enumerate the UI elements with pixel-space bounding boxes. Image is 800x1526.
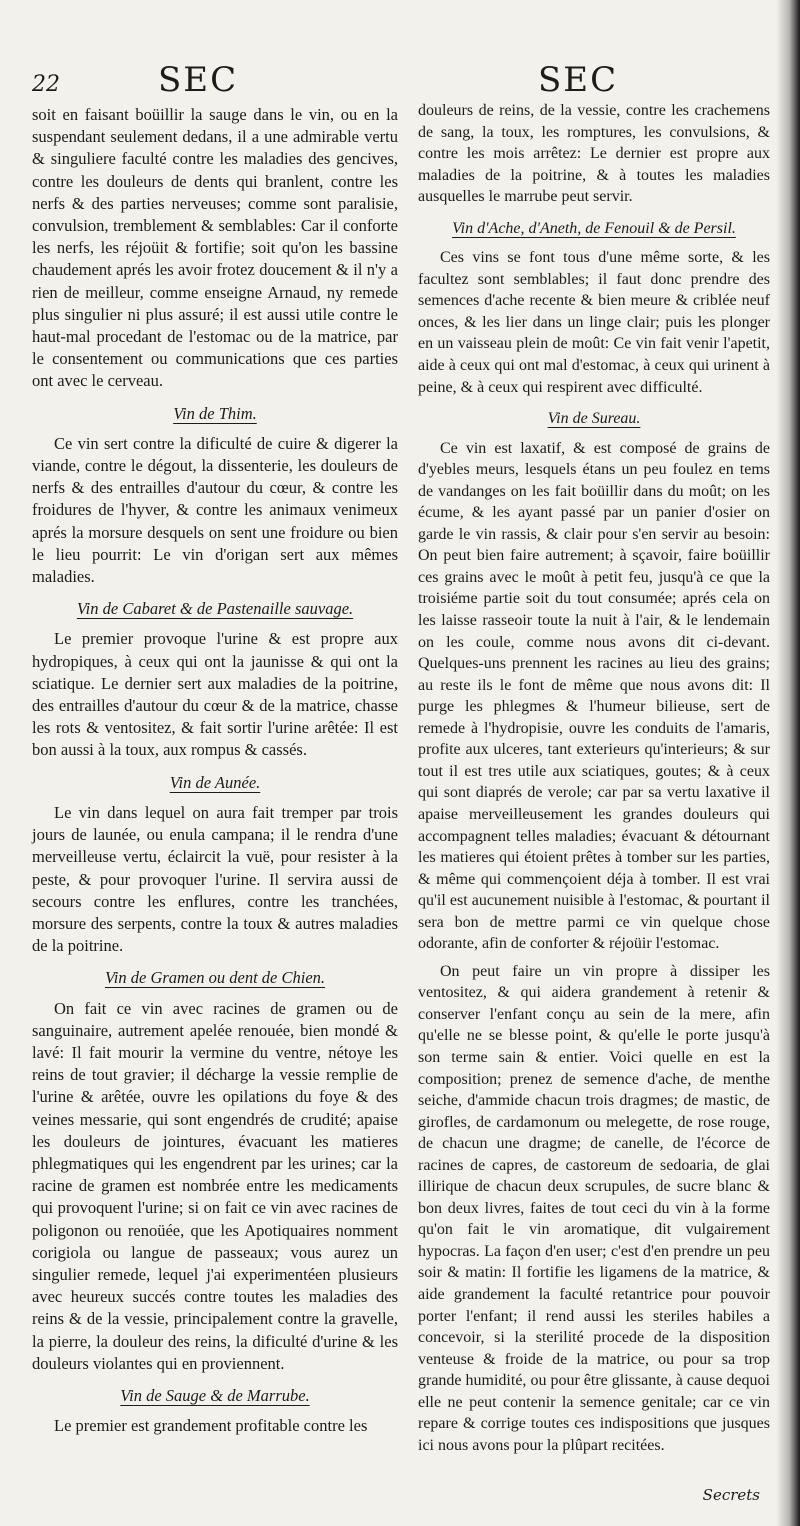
paragraph-vin-dache: Ces vins se font tous d'une même sorte, & les facultez sont semblables; il faut donc prendre des semences d'ache recente & bien meure & criblée neuf onces, & les lier dans un linge clair; puis les plonger en un vaisseau plein de moût: Ce vin fait venir l'apetit, aide à ceux qui ont mal d'estomac, à ceux qui urinent à peine, & à ceux qui respirent avec difficulté. [418,249,770,396]
right-column [418,100,770,1462]
heading-vin-de-gramen: Vin de Gramen ou dent de Chien. [104,968,326,988]
paragraph-vin-de-aunee: Le vin dans lequel on aura fait tremper par trois jours de launée, ou enula campana; il le rendra d'une merveilleuse vertu, éclaircit la vuë, pour resister à la peste, & pour provoquer l'urine. Il servira aussi de secours contre les enflures, contre les tranchées, morsure des serpents, contre la toux & autres maladies de la poitrine. [32,802,398,956]
catchword: Secrets [702,1486,760,1504]
heading-vin-de-aunee: Vin de Aunée. [169,772,261,792]
paragraph-vin-de-thim: Ce vin sert contre la dificulté de cuire & digerer la viande, contre le dégout, la dissenterie, les douleurs de nerfs & des entrailles d'autour du cœur, & contre les froidures de l'hyver, & contre les animaux venimeux aprés la morsure desquels on sent une froidure ou bien le lieu pourrit: Le vin d'origan sert aux mêmes maladies. [32,433,398,587]
paragraph-sauge-continued: soit en faisant boüillir la sauge dans le vin, ou en la suspendant seulement dedans, il a une admirable vertu & singuliere faculté contre les maladies des gencives, contre les douleurs de dents qui branlent, contre les nerfs & des parties nerveuses; comme sont paralisie, convulsion, tremblement & semblables: Car il conforte les nerfs, les réjoüit & fortifie; soit qu'on les bassine chaudement aprés les avoir frotez doucement & il n'y a rien de meilleur, comme enseigne Arnaud, ny remede plus singulier ni plus assuré; il est aussi utile contre le haut-mal procedant de l'estomac ou de la matrice, par le consentement ou communications que ces parties ont avec le cerveau. [32,105,398,391]
paragraph-sauge-marrube-continued: douleurs de reins, de la vessie, contre les crachemens de sang, la toux, les romptures, les convulsions, & contre les mois arrêtez: Le dernier est propre aux maladies de la poitrine, & à toutes les maladies ausquelles le marrube peut servir. [418,102,770,206]
paragraph-vin-de-sureau: Ce vin est laxatif, & est composé de grains de d'yebles meurs, lesquels étans un peu foulez en tems de vandanges on les fait boüillir dans du moût; on les écume, & les ayant passé par un panier d'osier on garde le vin rassis, & clair pour s'en servir au besoin: On peut bien faire autrement; à sçavoir, faire boüillir ces grains avec le moût à petit feu, jusqu'à ce que la troisiéme partie soit du tout consumée; aprés cela on les laisse rasseoir toute la nuit à l'air, & le lendemain on les coule, comme nous avons dit ci-devant. Quelques-uns prennent les racines au lieu des grains; au reste ils le font de même que nous avons dit: Il purge les phlegmes & l'humeur bilieuse, sert de remede à l'hydropisie, ouvre les conduits de l'amaris, profite aux ulceres, tant exterieurs qu'interieurs; & sur tout il est tres utile aux sciatiques, goutes; & à ceux qui sont diaprés de verole; car par sa vertu laxative il apaise merveilleusement les grandes douleurs qui accompagnent telles maladies; évacuant & détournant les matieres qui étoient prêtes à tomber sur les parties, & même qui commençoient déja à tomber. Il est vrai qu'il est aucunement nuisible à l'estomac, & pourtant il sera bon de mettre parmi ce vin quelque chose odorante, afin de conforter & réjoüir l'estomac. [418,439,770,953]
page-gutter-shadow [776,0,800,1526]
paragraph-vin-ventositez: On peut faire un vin propre à dissiper les ventositez, & qui aidera grandement à retenir & conserver l'enfant conçu au sein de la mere, afin qu'elle ne se blesse point, & qu'elle le porte jusqu'à son terme sain & entier. Voici quelle en est la composition; prenez de semence d'ache, de menthe seiche, d'ammide chacun trois dragmes; de mastic, de girofles, de cardamonum ou melegette, de rose rouge, de chacun une dragme; de canelle, de l'écorce de racines de capres, de castoreum de sedoaria, de glai illirique de chacun deux scrupules, de sucre blanc & bon deux livres, faites de tout ceci du vin à la forme qu'on fait le vin aromatique, dit vulgairement hypocras. La façon d'en user; c'est d'en prendre un peu soir & matin: Il fortifie les ligamens de la matrice, & aide grandement la faculté retantrice pour pouvoir porter l'enfant; il rend aussi les steriles habiles a concevoir, si la sterilité procede de la disposition venteuse & froide de la matrice, ou pour sa trop grande humidité, ou pour être glissante, à cause dequoi elle ne peut contenir la semence genitale; car ce vin repare & corrige toutes ces indispositions que jusques ici nous avons pour la plûpart recitées. [418,962,770,1454]
page-header [0,60,800,100]
heading-vin-dache: Vin d'Ache, d'Aneth, de Fenouil & de Persil. [452,219,736,237]
left-column [32,104,398,1443]
paragraph-vin-de-cabaret: Le premier provoque l'urine & est propre aux hydropiques, à ceux qui ont la jaunisse & qui ont la sciatique. Le dernier sert aux maladies de la poitrine, des entrailles d'autour du cœur & de la matrice, chasse les rots & ventositez, & fait sortir l'urine arêtée: Il est bon aussi à la toux, aux rompus & cassés. [32,629,398,760]
heading-vin-de-cabaret: Vin de Cabaret & de Pastenaille sauvage. [76,599,354,619]
paragraph-vin-de-sauge: Le premier est grandement profitable contre les [54,1416,368,1436]
page-number: 22 [32,72,60,97]
heading-vin-de-sureau: Vin de Sureau. [547,410,641,428]
running-head-right: SEC [538,60,619,100]
heading-vin-de-thim: Vin de Thim. [173,403,257,423]
paragraph-vin-de-gramen: On fait ce vin avec racines de gramen ou de sanguinaire, autrement apelée renouée, bien mondé & lavé: Il fait mourir la vermine du ventre, nétoye les reins de tout gravier; il décharge la vessie remplie de l'urine & arêtée, ouvre les opilations du foye & des veines messarie, qui sont engendrés de crudité; apaise les douleurs de jointures, évacuant les matieres phlegmatiques qui les engendrent par les urines; car la racine de gramen est nombrée entre les medicaments qui provoquent l'urine; si on fait ce vin avec racines de poligonon ou renoüée, que les Apotiquaires nomment corigiola ou langue de passeaux; vous aurez un singulier remede, lequel j'ai experimentéen plusieurs avec heureux succés contre toutes les maladies des reins & de la vessie, principalement contre la gravelle, la pierre, la douleur des reins, la dificulté d'urine & les douleurs violantes qui en proviennent. [32,998,398,1373]
heading-vin-de-sauge: Vin de Sauge & de Marrube. [120,1385,310,1405]
running-head-left: SEC [158,60,239,100]
